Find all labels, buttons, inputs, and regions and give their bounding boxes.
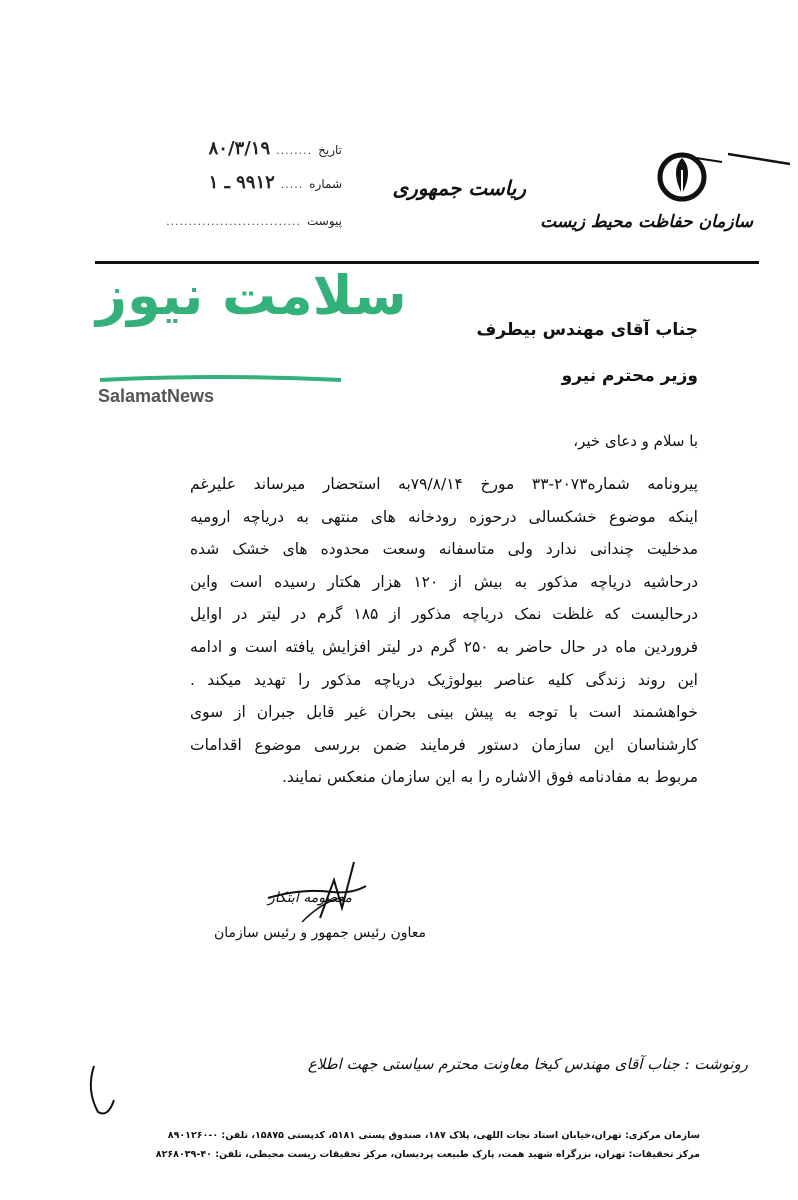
number-label: شماره [309,177,342,191]
recipient-name: جناب آقای مهندس بیطرف [476,320,698,340]
corner-mark-icon [726,146,792,168]
salutation: با سلام و دعای خیر، [573,432,698,450]
presidency-title: ریاست جمهوری [392,176,526,200]
attachment-label: پیوست [307,214,342,228]
body-line: این روند زندگی کلیه عناصر بیولوژیک دریاچه مذکور را تهدید میکند . [190,670,698,689]
number-row [209,172,342,193]
body-line: خواهشمند است با توجه به پیش بینی بحران غیر قابل جبران از سوی [190,703,698,722]
date-label: تاریخ [318,143,342,157]
recipient-title: وزیر محترم نیرو [561,366,698,386]
watermark-text: سلامت نیوز [96,264,407,327]
organization-name: سازمان حفاظت محیط زیست [540,212,753,232]
watermark-underline-icon [98,372,343,386]
body-line: درحاشیه دریاچه مذکور به بیش از ۱۲۰ هزار هکتار رسیده است واین [190,572,698,591]
environment-logo-icon [652,148,724,206]
handwriting-stroke-icon [84,1060,124,1120]
date-value: ۸۰/۳/۱۹ [208,138,271,159]
body-line: کارشناسان این سازمان دستور فرمایند ضمن بررسی موضوع اقدامات [190,735,698,754]
body-line: اینکه موضوع خشکسالی درحوزه رودخانه های منتهی به دریاچه ارومیه [190,507,698,526]
number-value: ۹۹۱۲ ـ ۱ [208,172,275,193]
watermark-latin: SalamatNews [98,386,215,406]
letter-body [190,468,698,794]
body-line: فروردین ماه در حال حاضر به ۲۵۰ گرم در لیتر افزایش یافته است و ادامه [190,637,698,656]
body-line: درحالیست که غلظت نمک دریاچه مذکور از ۱۸۵ گرم در لیتر در اوایل [190,605,698,624]
signer-name: معصومه ابتکار [268,890,352,906]
date-row [209,138,342,159]
footer-address-central: سازمان مرکزی: تهران،خیابان استاد نجات اللهی، پلاک ۱۸۷، صندوق پستی ۵۱۸۱، کدپستی ۱۵۸۷۵، تلفن: ۰-۸۹۰۱۲۶۰ [167,1130,700,1141]
signer-title: معاون رئیس جمهور و رئیس سازمان [213,925,426,941]
footer-address-research: مرکز تحقیقات: تهران، بزرگراه شهید همت، پارک طبیعت پردیسان، مرکز تحقیقات زیست محیطی، تلفن: ۴۰-۸۲۶۸۰۳۹ [155,1149,700,1160]
date-dots: ........ [276,144,313,157]
body-line: مربوط به مفادنامه فوق الاشاره را به این سازمان منعکس نمایند. [282,768,698,787]
attachment-row [166,214,342,228]
body-line: مدخلیت چندانی ندارد ولی متاسفانه وسعت محدوده های خشک شده [190,540,698,559]
body-line: پیرونامه شماره۲۰۷۳-۳۳ مورخ ۷۹/۸/۱۴به استحضار میرساند علیرغم [190,475,698,493]
attachment-dots: .............................. [166,215,301,228]
number-dots: ..... [280,178,304,191]
handwritten-note: رونوشت : جناب آقای مهندس کیخا معاونت محترم سیاستی جهت اطلاع [307,1055,748,1073]
